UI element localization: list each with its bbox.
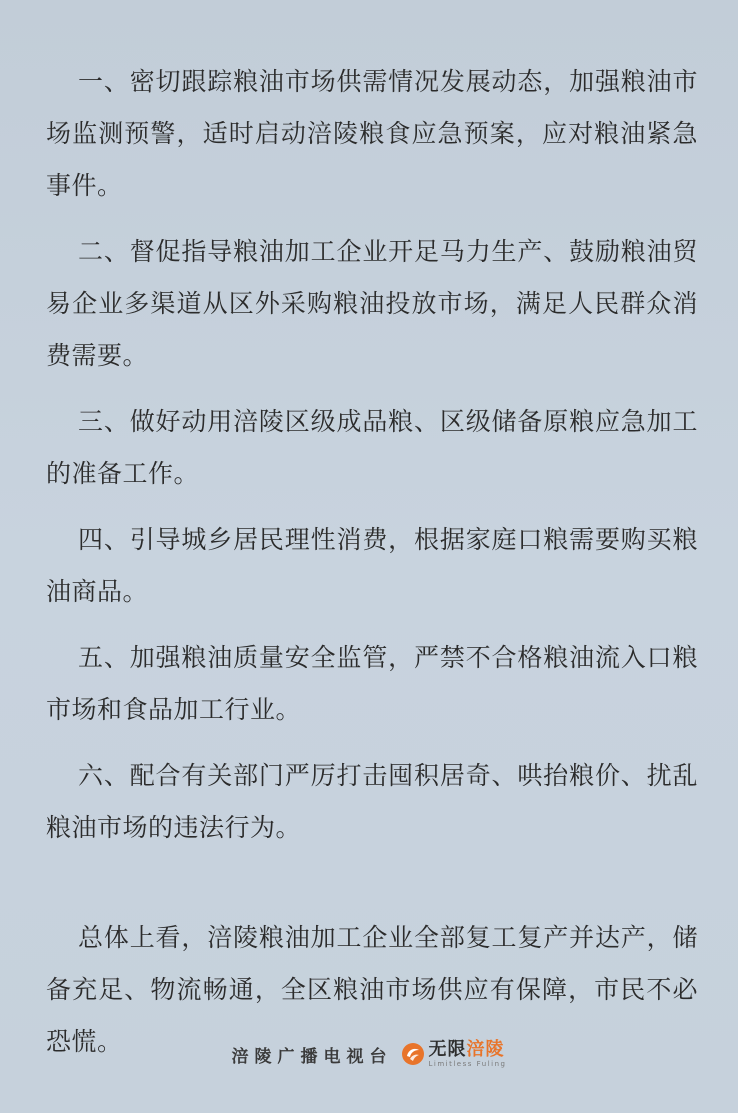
- paragraph-5: 五、加强粮油质量安全监管，严禁不合格粮油流入口粮市场和食品加工行业。: [46, 643, 698, 724]
- logo-wordmark: [428, 1038, 507, 1060]
- brand-logo: [401, 1038, 507, 1068]
- paragraph-1: 一、密切跟踪粮油市场供需情况发展动态，加强粮油市场监测预警，适时启动涪陵粮食应急预案，应对粮油紧急事件。: [46, 67, 698, 200]
- logo-tagline: Limitless Fuling: [428, 1059, 507, 1068]
- logo-wordmark-dark: 无限: [428, 1038, 467, 1060]
- paragraph-4: 四、引导城乡居民理性消费，根据家庭口粮需要购买粮油商品。: [46, 525, 698, 606]
- logo-wordmark-accent: 涪陵: [466, 1038, 505, 1060]
- paragraph-6: 六、配合有关部门严厉打击囤积居奇、哄抬粮价、扰乱粮油市场的违法行为。: [46, 761, 698, 842]
- footer-branding: [0, 1034, 738, 1074]
- article-body: [46, 56, 698, 1082]
- logo-text: [428, 1038, 507, 1068]
- paragraph-3: 三、做好动用涪陵区级成品粮、区级储备原粮应急加工的准备工作。: [46, 407, 698, 488]
- flame-swirl-icon: [401, 1042, 425, 1066]
- station-name: 涪陵广播电视台: [231, 1046, 393, 1067]
- summary-paragraph: 总体上看，涪陵粮油加工企业全部复工复产并达产，储备充足、物流畅通，全区粮油市场供应有保障，市民不必恐慌。: [46, 923, 698, 1056]
- paragraph-2: 二、督促指导粮油加工企业开足马力生产、鼓励粮油贸易企业多渠道从区外采购粮油投放市场，满足人民群众消费需要。: [46, 237, 698, 370]
